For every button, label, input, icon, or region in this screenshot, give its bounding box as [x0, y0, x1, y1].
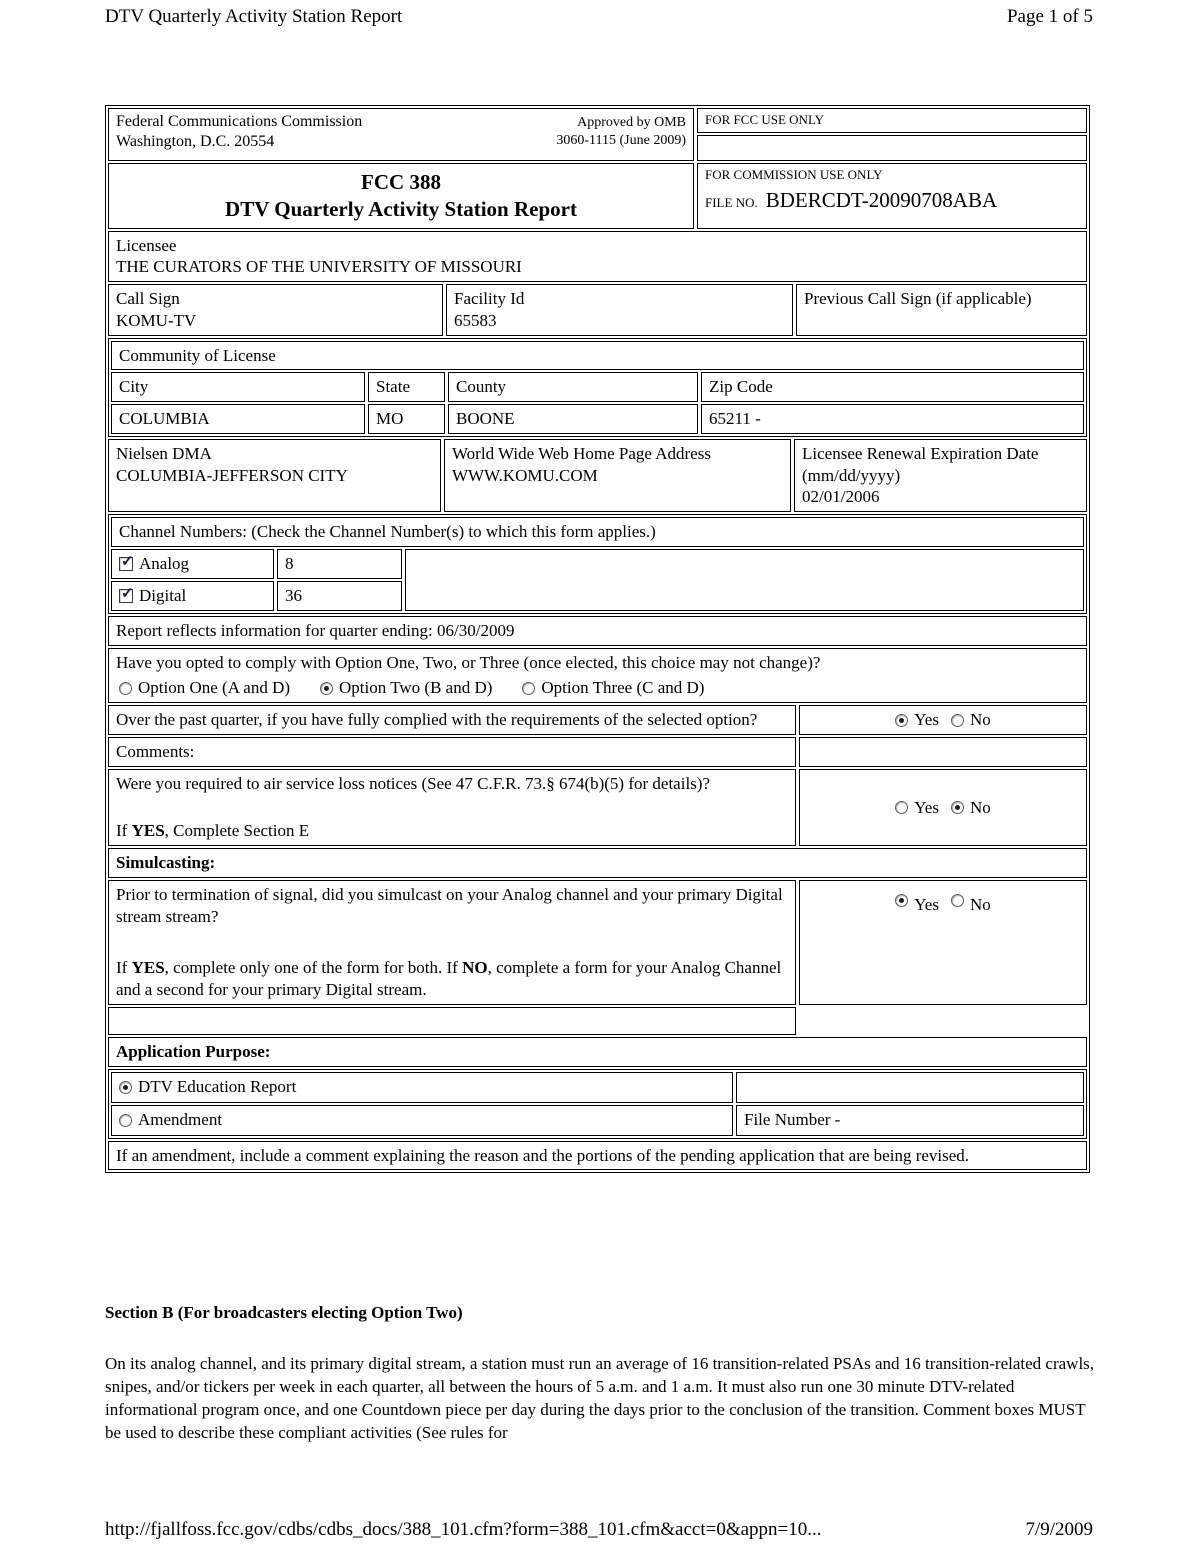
renewal-date-cell: [794, 439, 1087, 512]
nielsen-dma-cell: [108, 439, 441, 512]
agency-name: Federal Communications Commission: [116, 113, 363, 130]
form-title-row: [108, 163, 1087, 229]
simulcast-note-p2: , complete only one of the form for both. If: [164, 958, 463, 978]
city-value: COLUMBIA: [111, 404, 365, 434]
service-loss-no-label: No: [969, 797, 991, 817]
comments-empty-cell: [799, 737, 1087, 767]
footer-date: 7/9/2009: [1025, 1519, 1093, 1540]
community-header-row: [111, 372, 1084, 402]
community-title: Community of License: [111, 341, 1084, 371]
amendment-radio[interactable]: [119, 1114, 132, 1127]
section-b-heading: Section B (For broadcasters electing Option Two): [105, 1303, 463, 1322]
fcc-form-388: [105, 105, 1090, 1173]
licensee-label: Licensee: [116, 235, 177, 255]
service-loss-question: Were you required to air service loss notices (See 47 C.F.R. 73.§ 674(b)(5) for details)?: [116, 773, 710, 793]
simulcasting-header: Simulcasting:: [108, 848, 1087, 878]
county-header: County: [448, 372, 698, 402]
call-sign-cell: [108, 284, 443, 336]
service-loss-row: [108, 769, 1087, 847]
digital-checkbox[interactable]: [119, 589, 133, 603]
previous-call-sign-label: Previous Call Sign (if applicable): [804, 289, 1032, 309]
print-header-page-number: Page 1 of 5: [1006, 6, 1093, 27]
previous-call-sign-cell: [796, 284, 1087, 336]
amendment-label: Amendment: [138, 1110, 223, 1130]
analog-checkbox[interactable]: [119, 557, 133, 571]
amendment-row: [111, 1105, 1084, 1136]
licensee-row: [108, 231, 1087, 283]
service-loss-yes-label: Yes: [914, 797, 939, 817]
empty-comment-row: [108, 1007, 1087, 1035]
state-value: MO: [368, 404, 445, 434]
dtv-education-label: DTV Education Report: [138, 1077, 297, 1097]
service-loss-note-suffix: , Complete Section E: [164, 821, 310, 841]
simulcast-note: [116, 957, 783, 1001]
digital-channel-cell: [111, 581, 274, 611]
form-title-cell: [108, 163, 694, 229]
community-value-row: [111, 404, 1084, 434]
omb-block: [556, 112, 686, 157]
option-three-choice: [522, 677, 704, 699]
print-header: [105, 6, 1093, 28]
footer-url: http://fjallfoss.fcc.gov/cdbs/cdbs_docs/388_101.cfm?form=388_101.cfm&acct=0&appn=10...: [105, 1519, 822, 1540]
option-election-row: [108, 648, 1087, 704]
section-b-body: On its analog channel, and its primary digital stream, a station must run an average of 16 transition-related PSAs and 16 transition-related crawls, snipes, and/or tickers per week in each quarter, all between the hours of 5 a.m. and 1 a.m. It must also run one 30 minute DTV-related informational program once, and one Countdown piece per day during the days prior to the conclusion of the transition. Comment boxes MUST be used to describe these compliant activities (See rules for: [105, 1354, 1095, 1443]
station-id-row: [108, 284, 1087, 336]
renewal-date-value: 02/01/2006: [802, 487, 880, 507]
compliance-yes-radio[interactable]: [895, 714, 908, 727]
amendment-note-row: If an amendment, include a comment explaining the reason and the portions of the pending application that are being revised.: [108, 1141, 1087, 1171]
zip-header: Zip Code: [701, 372, 1084, 402]
nielsen-dma-label: Nielsen DMA: [116, 443, 212, 463]
state-header: State: [368, 372, 445, 402]
web-address-value: WWW.KOMU.COM: [452, 465, 598, 485]
comments-row: [108, 737, 1087, 767]
file-no-value: BDERCDT-20090708ABA: [765, 187, 998, 212]
call-sign-label: Call Sign: [116, 289, 180, 309]
form-number: FCC 388: [361, 169, 441, 194]
empty-comment-spacer: [799, 1007, 1087, 1035]
channel-numbers-section: [108, 514, 1087, 614]
simulcast-no-radio[interactable]: [951, 894, 964, 907]
web-address-cell: [444, 439, 791, 512]
web-address-label: World Wide Web Home Page Address: [452, 443, 711, 463]
option-two-radio[interactable]: [320, 682, 333, 695]
simulcast-answer-cell: [799, 880, 1087, 1005]
application-purpose-section: [108, 1069, 1087, 1139]
option-three-label: Option Three (C and D): [541, 678, 705, 698]
omb-approved-label: Approved by OMB: [577, 115, 686, 130]
fcc-use-only-box: [697, 135, 1087, 161]
section-b: [105, 1303, 1097, 1444]
compliance-yes-label: Yes: [914, 710, 939, 730]
application-purpose-header: Application Purpose:: [108, 1037, 1087, 1067]
simulcast-yes-label: Yes: [914, 894, 939, 914]
county-value: BOONE: [448, 404, 698, 434]
digital-channel-row: [111, 581, 402, 611]
dtv-education-radio[interactable]: [119, 1081, 132, 1094]
form-header-row: [108, 108, 1087, 161]
dma-web-renewal-row: [108, 439, 1087, 512]
agency-address: Washington, D.C. 20554: [116, 133, 275, 151]
analog-channel-row: [111, 549, 402, 579]
option-one-label: Option One (A and D): [138, 678, 291, 698]
compliance-no-label: No: [969, 710, 991, 730]
amendment-cell: [111, 1105, 733, 1136]
fcc-use-only-label: FOR FCC USE ONLY: [697, 108, 1087, 133]
option-two-choice: [320, 677, 492, 699]
quarter-ending-row: Report reflects information for quarter ending: 06/30/2009: [108, 616, 1087, 646]
compliance-row: [108, 705, 1087, 735]
simulcast-row: [108, 880, 1087, 1005]
licensee-value: THE CURATORS OF THE UNIVERSITY OF MISSOURI: [116, 257, 522, 277]
service-loss-yes-radio[interactable]: [895, 801, 908, 814]
simulcast-question-cell: [108, 880, 796, 1005]
simulcast-note-no: NO: [462, 958, 488, 978]
channel-numbers-title: Channel Numbers: (Check the Channel Number(s) to which this form applies.): [111, 517, 1084, 547]
simulcast-note-p3: , complete a form for your Analog Channel and a second for your primary Digital stream.: [116, 958, 782, 1000]
service-loss-note-prefix: If: [116, 821, 132, 841]
simulcast-question: Prior to termination of signal, did you simulcast on your Analog channel and your primary Digital stream stream?: [116, 884, 783, 926]
simulcast-note-p1: If: [116, 958, 132, 978]
analog-channel-cell: [111, 549, 274, 579]
simulcast-yes-radio[interactable]: [895, 894, 908, 907]
service-loss-no-radio[interactable]: [951, 801, 964, 814]
facility-id-value: 65583: [454, 310, 497, 330]
analog-channel-number: 8: [277, 549, 402, 579]
community-of-license-section: [108, 338, 1087, 437]
renewal-date-label: Licensee Renewal Expiration Date (mm/dd/yyyy): [802, 443, 1039, 485]
file-no-label: FILE NO.: [705, 194, 758, 210]
option-one-radio[interactable]: [119, 682, 132, 695]
facility-id-cell: [446, 284, 793, 336]
service-loss-note-yes: YES: [131, 821, 165, 841]
compliance-question-cell: Over the past quarter, if you have fully complied with the requirements of the selected option?: [108, 705, 796, 735]
print-header-title: DTV Quarterly Activity Station Report: [105, 6, 403, 27]
file-number-cell: File Number -: [736, 1105, 1084, 1136]
agency-omb-cell: [108, 108, 694, 161]
commission-use-label: FOR COMMISSION USE ONLY: [705, 166, 883, 182]
service-loss-question-cell: [108, 769, 796, 847]
empty-comment-box: [108, 1007, 796, 1035]
dtv-education-cell: [111, 1072, 733, 1103]
service-loss-answer-cell: [799, 769, 1087, 847]
option-election-question: Have you opted to comply with Option One, Two, or Three (once elected, this choice may not change)?: [116, 652, 821, 672]
zip-value: 65211 -: [701, 404, 1084, 434]
dtv-education-empty-cell: [736, 1072, 1084, 1103]
simulcast-note-yes: YES: [131, 958, 165, 978]
analog-label: Analog: [139, 554, 190, 574]
simulcast-no-label: No: [969, 894, 991, 914]
commission-use-cell: [697, 163, 1087, 229]
digital-channel-number: 36: [277, 581, 402, 611]
dtv-education-row: [111, 1072, 1084, 1103]
city-header: City: [111, 372, 365, 402]
option-two-label: Option Two (B and D): [339, 678, 493, 698]
agency-block: [116, 112, 362, 157]
fcc-use-column: [697, 108, 1087, 161]
option-three-radio[interactable]: [522, 682, 535, 695]
channel-numbers-empty-box: [405, 549, 1084, 611]
nielsen-dma-value: COLUMBIA-JEFFERSON CITY: [116, 465, 348, 485]
print-footer: [105, 1519, 1093, 1541]
service-loss-note: [116, 820, 783, 842]
digital-label: Digital: [139, 586, 187, 606]
comments-label-cell: Comments:: [108, 737, 796, 767]
compliance-no-radio[interactable]: [951, 714, 964, 727]
call-sign-value: KOMU-TV: [116, 310, 197, 330]
compliance-answer-cell: [799, 705, 1087, 735]
form-name: DTV Quarterly Activity Station Report: [225, 196, 577, 221]
omb-control-number: 3060-1115 (June 2009): [556, 132, 686, 148]
option-one-choice: [119, 677, 290, 699]
facility-id-label: Facility Id: [454, 289, 525, 309]
